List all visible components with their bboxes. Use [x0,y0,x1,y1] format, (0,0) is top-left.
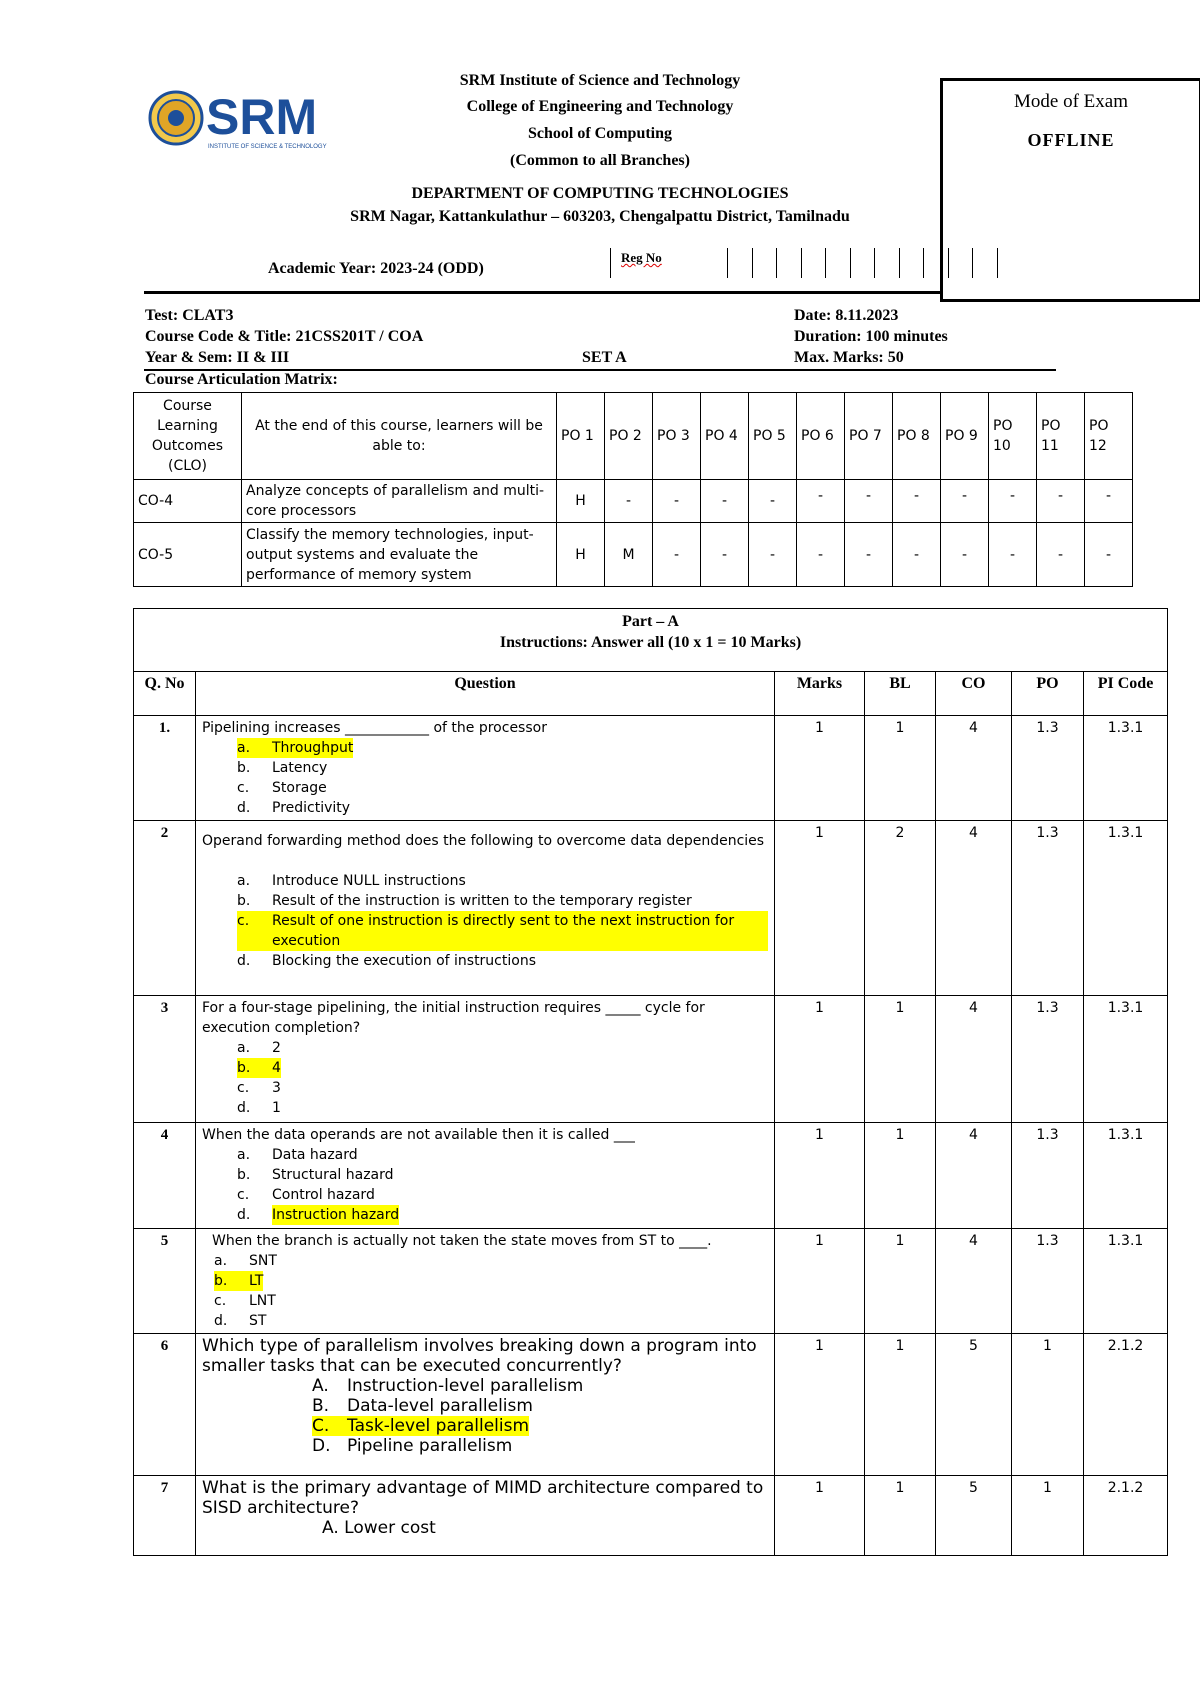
po-value: - [893,480,941,523]
po-value: - [893,523,941,587]
po-header: PO 8 [893,393,941,480]
option: C. Task-level parallelism [312,1416,530,1436]
co-id: CO-4 [134,480,242,523]
po-value: - [845,480,893,523]
bl-value: 1 [865,1334,936,1476]
question-row [134,716,1168,821]
option: A. Lower cost [322,1518,436,1538]
question-row [134,1476,1168,1556]
co-value: 4 [936,716,1012,821]
svg-text:INSTITUTE OF SCIENCE & TECHNOL: INSTITUTE OF SCIENCE & TECHNOLOGY [208,144,327,150]
exam-duration: Duration: 100 minutes [794,328,948,345]
co-value: 4 [936,1123,1012,1229]
reg-no-box[interactable] [752,248,777,278]
option: A. Instruction-level parallelism [312,1376,584,1396]
co-value: 5 [936,1334,1012,1476]
marks-value: 1 [775,1123,865,1229]
po-value: H [557,480,605,523]
question-cell [196,1229,775,1334]
reg-no-box[interactable] [874,248,899,278]
marks-value: 1 [775,1229,865,1334]
marks-value: 1 [775,821,865,996]
question-number: 6 [134,1334,196,1476]
bl-value: 1 [865,1229,936,1334]
option: b. LT [214,1273,264,1289]
qno-header: Q. No [134,672,196,716]
academic-year: Academic Year: 2023-24 (ODD) [268,260,484,277]
po-value: - [989,480,1037,523]
question-cell [196,996,775,1123]
po-value: 1 [1012,1476,1084,1556]
co-id: CO-5 [134,523,242,587]
marks-header: Marks [775,672,865,716]
pi-code-value: 2.1.2 [1084,1334,1168,1476]
part-a-title-row [134,609,1168,672]
po-value: 1.3 [1012,1229,1084,1334]
po-value: 1.3 [1012,716,1084,821]
bl-header: BL [865,672,936,716]
option: a. 2 [237,1040,281,1056]
po-header: PO 7 [845,393,893,480]
part-a-title: Part – A [622,613,679,630]
test-name: Test: CLAT3 [145,307,234,324]
clo-header: Course Learning Outcomes (CLO) [134,393,242,480]
option-list [202,1038,768,1118]
mode-value: OFFLINE [1027,130,1115,150]
option: a. SNT [214,1253,277,1269]
po-header: PO 9 [941,393,989,480]
po-value: - [989,523,1037,587]
question-row [134,821,1168,996]
po-header: PO 6 [797,393,845,480]
po-header: PO [1012,672,1084,716]
learners-header: At the end of this course, learners will be able to: [242,393,557,480]
question-text: What is the primary advantage of MIMD architecture compared to SISD architecture? [202,1478,764,1518]
po-header: PO 5 [749,393,797,480]
question-row [134,1229,1168,1334]
po-value: - [797,523,845,587]
co-header: CO [936,672,1012,716]
reg-no-field[interactable] [610,248,1021,278]
co-value: 4 [936,821,1012,996]
question-text: Which type of parallelism involves breaking down a program into smaller tasks that can be executed concurrently? [202,1336,757,1376]
marks-value: 1 [775,716,865,821]
pi-code-header: PI Code [1084,672,1168,716]
option: b. Result of the instruction is written to the temporary register [237,893,692,909]
option: b. Latency [237,760,328,776]
reg-no-box[interactable] [972,248,997,278]
marks-value: 1 [775,1476,865,1556]
option: b. Structural hazard [237,1167,394,1183]
option-list [202,871,768,971]
pi-code-value: 1.3.1 [1084,1123,1168,1229]
question-cell [196,1123,775,1229]
marks-value: 1 [775,1334,865,1476]
question-cell [196,1334,775,1476]
po-value: - [1085,523,1133,587]
co-value: 4 [936,996,1012,1123]
po-value: - [653,523,701,587]
option: D. Pipeline parallelism [312,1436,513,1456]
year-sem: Year & Sem: II & III [145,349,290,366]
option-list [202,738,768,818]
pi-code-value: 1.3.1 [1084,716,1168,821]
po-header: PO 10 [989,393,1037,480]
pi-code-value: 1.3.1 [1084,1229,1168,1334]
bl-value: 2 [865,821,936,996]
po-header: PO 2 [605,393,653,480]
reg-no-box[interactable] [923,248,948,278]
question-number: 2 [134,821,196,996]
clo-row [134,523,1133,587]
question-row [134,996,1168,1123]
reg-no-label: Reg No [610,248,727,278]
bl-value: 1 [865,1123,936,1229]
co-description: Analyze concepts of parallelism and multi-core processors [242,480,557,523]
po-value: - [701,480,749,523]
reg-no-box[interactable] [899,248,924,278]
exam-date: Date: 8.11.2023 [794,307,899,324]
institute-name: SRM Institute of Science and Technology [459,72,741,89]
po-value: - [701,523,749,587]
option: a. Data hazard [237,1147,358,1163]
po-value: - [605,480,653,523]
po-header: PO 3 [653,393,701,480]
school-name: School of Computing [527,125,673,142]
question-text: When the data operands are not available then it is called ___ [202,1127,635,1143]
common-branches: (Common to all Branches) [510,152,690,169]
question-row [134,1334,1168,1476]
clo-row [134,480,1133,523]
po-value: 1.3 [1012,821,1084,996]
option: d. Blocking the execution of instructions [237,953,536,969]
reg-no-box[interactable] [948,248,973,278]
question-text: Operand forwarding method does the following to overcome data dependencies [202,833,765,849]
option: a. Throughput [237,740,354,756]
course-code-title: Course Code & Title: 21CSS201T / COA [145,328,424,345]
po-header: PO 4 [701,393,749,480]
college-name: College of Engineering and Technology [466,98,734,115]
po-header: PO 1 [557,393,605,480]
po-value: - [1085,480,1133,523]
reg-no-box[interactable] [801,248,826,278]
question-cell [196,821,775,996]
option-list [202,1518,768,1538]
reg-no-box[interactable] [997,248,1022,278]
question-text: For a four-stage pipelining, the initial instruction requires _____ cycle for execution completion? [202,1000,705,1036]
question-row [134,1123,1168,1229]
bl-value: 1 [865,996,936,1123]
po-value: - [749,480,797,523]
part-a-table [133,608,1168,1556]
pi-code-value: 1.3.1 [1084,821,1168,996]
option-list [202,1376,768,1456]
matrix-title: Course Articulation Matrix: [145,371,338,388]
mode-label: Mode of Exam [1014,91,1128,112]
option-list [202,1251,768,1331]
po-value: - [941,523,989,587]
question-number: 1. [134,716,196,821]
question-number: 5 [134,1229,196,1334]
option: d. Predictivity [237,800,351,816]
course-articulation-matrix [133,392,1133,587]
po-header: PO 11 [1037,393,1085,480]
co-value: 5 [936,1476,1012,1556]
option-list [202,1145,768,1225]
part-a-instructions: Instructions: Answer all (10 x 1 = 10 Marks) [499,634,802,651]
po-value: 1 [1012,1334,1084,1476]
question-text: Pipelining increases ____________ of the processor [202,720,547,736]
option: d. ST [214,1313,267,1329]
po-header: PO 12 [1085,393,1133,480]
po-value: 1.3 [1012,996,1084,1123]
option: c. 3 [237,1080,281,1096]
question-number: 4 [134,1123,196,1229]
reg-no-box[interactable] [727,248,752,278]
pi-code-value: 1.3.1 [1084,996,1168,1123]
clo-header-row [134,393,1133,480]
reg-no-box[interactable] [850,248,875,278]
bl-value: 1 [865,1476,936,1556]
option: a. Introduce NULL instructions [237,873,466,889]
po-value: - [797,480,845,523]
po-value: - [653,480,701,523]
pi-code-value: 2.1.2 [1084,1476,1168,1556]
question-text: When the branch is actually not taken the state moves from ST to ____. [212,1233,712,1249]
svg-text:SRM: SRM [206,89,318,145]
option: c. Result of one instruction is directly sent to the next instruction for execution [237,911,768,951]
header-divider [144,291,942,294]
reg-no-box[interactable] [825,248,850,278]
marks-value: 1 [775,996,865,1123]
co-description: Classify the memory technologies, input-output systems and evaluate the performance of memory system [242,523,557,587]
po-value: - [845,523,893,587]
reg-no-box[interactable] [776,248,801,278]
bl-value: 1 [865,716,936,821]
max-marks: Max. Marks: 50 [794,349,904,366]
po-value: - [1037,480,1085,523]
po-value: H [557,523,605,587]
question-cell [196,1476,775,1556]
question-number: 7 [134,1476,196,1556]
po-value: M [605,523,653,587]
po-value: - [941,480,989,523]
option: c. Storage [237,780,327,796]
option: d. 1 [237,1100,281,1116]
option: c. LNT [214,1293,276,1309]
question-cell [196,716,775,821]
po-value: 1.3 [1012,1123,1084,1229]
set-label: SET A [582,349,627,366]
co-value: 4 [936,1229,1012,1334]
question-header: Question [196,672,775,716]
question-header-row [134,672,1168,716]
option: B. Data-level parallelism [312,1396,533,1416]
option: c. Control hazard [237,1187,375,1203]
question-number: 3 [134,996,196,1123]
option: d. Instruction hazard [237,1207,400,1223]
po-value: - [749,523,797,587]
option: b. 4 [237,1060,281,1076]
po-value: - [1037,523,1085,587]
address: SRM Nagar, Kattankulathur – 603203, Chengalpattu District, Tamilnadu [350,208,850,225]
department-name: DEPARTMENT OF COMPUTING TECHNOLOGIES [411,185,789,202]
